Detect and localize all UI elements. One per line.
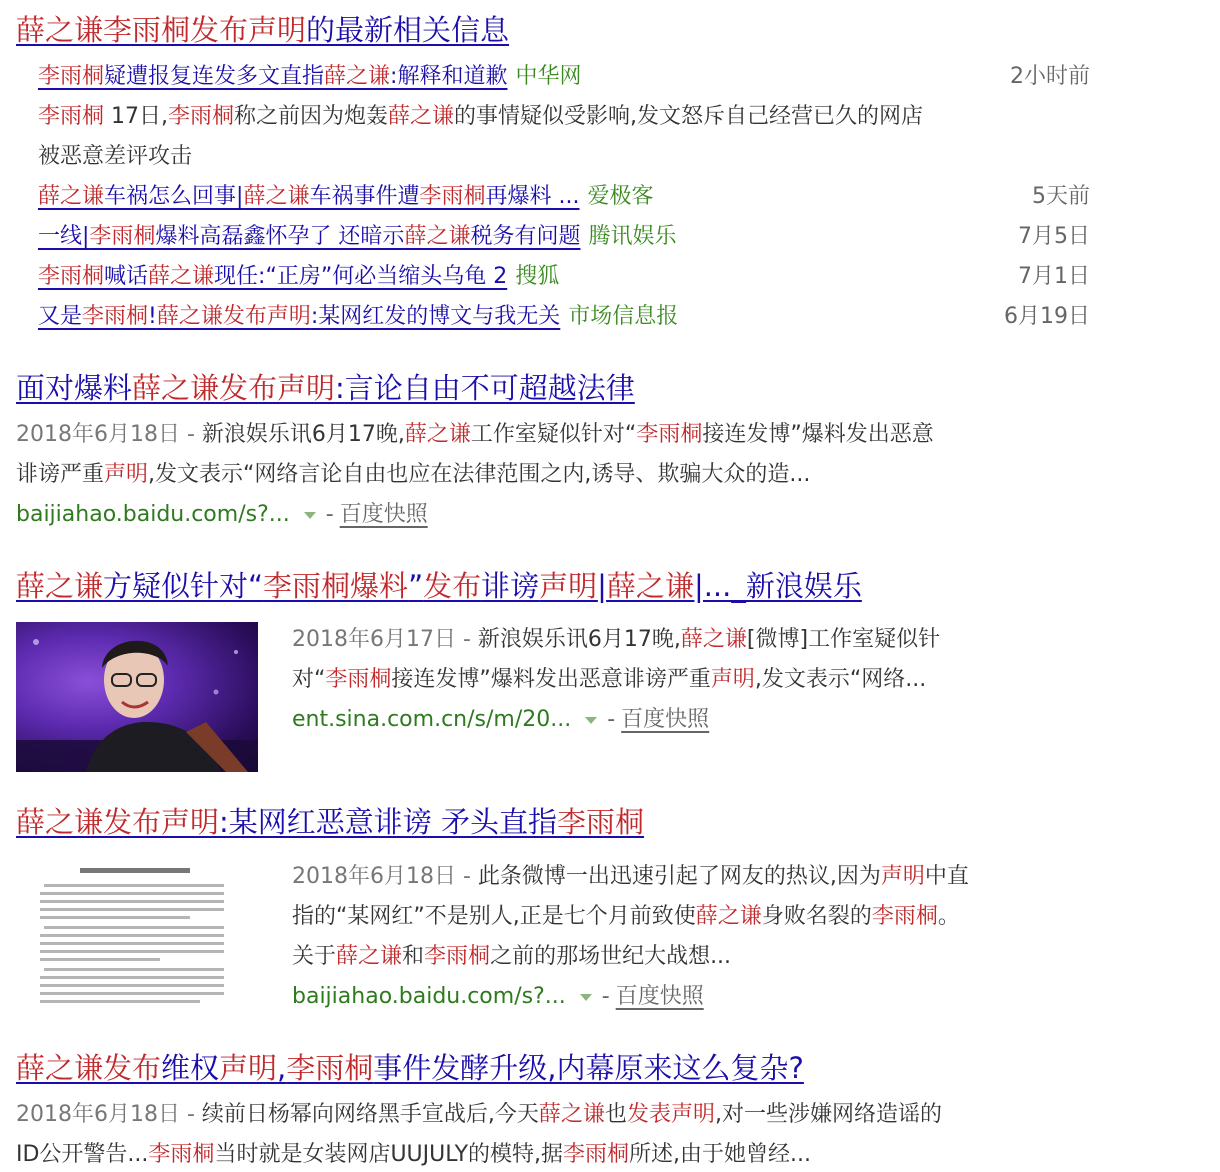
keyword-highlight: 薛之谦 <box>695 904 762 929</box>
text-segment: 也 <box>604 1102 627 1127</box>
news-item-time: 6月19日 <box>1004 304 1090 329</box>
result-title-link[interactable] <box>16 568 862 604</box>
keyword-highlight: 李雨桐 <box>38 104 105 129</box>
text-segment: 又是 <box>38 304 83 329</box>
text-segment: , <box>277 1051 287 1085</box>
text-segment: ,发文表示“网络... <box>754 667 927 692</box>
text-segment: 中直 <box>924 864 969 889</box>
keyword-highlight: 薛之谦 <box>404 422 471 447</box>
keyword-highlight: 李雨桐 <box>325 667 392 692</box>
result-date: 2018年6月18日 - <box>292 864 478 889</box>
keyword-highlight: 李雨桐 <box>563 1142 630 1167</box>
text-segment: 对“ <box>292 667 326 692</box>
result-url-row <box>292 700 709 740</box>
keyword-highlight: 薛之谦 <box>243 184 310 209</box>
keyword-highlight: 李雨桐爆料 <box>263 569 409 603</box>
separator: - <box>607 707 616 732</box>
keyword-highlight: 李雨桐 <box>419 184 486 209</box>
result-title-link[interactable] <box>16 1050 804 1086</box>
text-segment: 此条微博一出迅速引起了网友的热议,因为 <box>477 864 881 889</box>
text-segment: ,发文表示“网络言论自由也应在法律范围之内,诱导、欺骗大众的造... <box>148 462 811 487</box>
text-segment: 一线| <box>38 224 90 249</box>
text-segment: |..._新浪娱乐 <box>693 569 862 603</box>
news-item-title-link[interactable] <box>38 257 507 297</box>
text-segment: ,对一些涉嫌网络造谣的 <box>714 1102 942 1127</box>
text-segment: 面对爆料 <box>16 371 133 405</box>
keyword-highlight: 薛之谦 <box>16 569 104 603</box>
text-segment: 被恶意差评攻击 <box>38 144 193 169</box>
news-item-source: 搜狐 <box>515 264 560 289</box>
text-segment: ! <box>148 304 157 329</box>
keyword-highlight: 声明 <box>539 569 598 603</box>
text-segment: 所述,由于她曾经... <box>629 1142 812 1167</box>
result-date: 2018年6月18日 - <box>16 1102 202 1127</box>
separator: - <box>601 984 610 1009</box>
text-segment: 。 <box>937 904 960 929</box>
text-segment: 关于 <box>292 944 337 969</box>
news-item-snippet-line <box>38 137 192 177</box>
text-segment: 税务有问题 <box>470 224 581 249</box>
text-segment: 现任:“正房”何必当缩头乌龟 2 <box>214 264 508 289</box>
keyword-highlight: 李雨桐 <box>871 904 938 929</box>
keyword-highlight: 声明 <box>219 1051 278 1085</box>
result-url-row <box>292 977 704 1017</box>
keyword-highlight: 李雨桐 <box>424 944 491 969</box>
text-segment: :某网红恶意诽谤 矛头直指 <box>219 805 558 839</box>
news-item-source: 腾讯娱乐 <box>588 224 677 249</box>
text-segment: 续前日杨幂向网络黑手宣战后,今天 <box>201 1102 539 1127</box>
keyword-highlight: 薛之谦 <box>680 627 747 652</box>
text-segment: ” <box>408 569 424 603</box>
news-item-title-link[interactable] <box>38 57 507 97</box>
text-segment: 维权 <box>161 1051 220 1085</box>
text-segment: 的事情疑似受影响,发文怒斥自己经营已久的网店 <box>454 104 924 129</box>
keyword-highlight: 薛之谦 <box>606 569 694 603</box>
keyword-highlight: 薛之谦李雨桐发布声明 <box>16 13 307 47</box>
result-thumbnail-image[interactable] <box>16 622 258 772</box>
keyword-highlight: 薛之谦 <box>324 64 391 89</box>
news-item-title-link[interactable] <box>38 217 580 257</box>
text-segment: 工作室疑似针对“ <box>470 422 637 447</box>
result-snippet-line <box>292 937 731 977</box>
text-segment: 事件发酵升级,内幕原来这么复杂? <box>373 1051 804 1085</box>
keyword-highlight: 薛之谦发布声明 <box>16 805 220 839</box>
result-url-row <box>16 495 428 535</box>
keyword-highlight: 薛之谦发布声明 <box>156 304 311 329</box>
news-item <box>38 217 1090 257</box>
text-segment: | <box>597 569 607 603</box>
news-item-snippet-line <box>38 97 923 137</box>
text-segment: 指的“某网红”不是别人,正是七个月前致使 <box>292 904 696 929</box>
keyword-highlight: 发表声明 <box>626 1102 715 1127</box>
news-item-source: 市场信息报 <box>568 304 679 329</box>
news-item <box>38 297 1090 337</box>
news-item-title-link[interactable] <box>38 297 560 337</box>
text-segment: 17日, <box>104 104 168 129</box>
text-segment: 车祸怎么回事| <box>104 184 244 209</box>
keyword-highlight: 李雨桐 <box>286 1051 374 1085</box>
keyword-highlight: 薛之谦 <box>404 224 471 249</box>
result-url[interactable]: ent.sina.com.cn/s/m/20... <box>292 707 572 732</box>
result-snippet-line <box>16 1135 811 1172</box>
text-segment: 和 <box>402 944 425 969</box>
result-url[interactable]: baijiahao.baidu.com/s?... <box>292 984 566 1009</box>
cache-link[interactable]: 百度快照 <box>621 707 710 732</box>
keyword-highlight: 李雨桐 <box>82 304 149 329</box>
news-item <box>38 257 1090 297</box>
text-segment: 车祸事件遭 <box>309 184 420 209</box>
text-segment: 新浪娱乐讯6月17晚, <box>201 422 405 447</box>
text-segment: 身败名裂的 <box>761 904 872 929</box>
text-segment: :解释和道歉 <box>390 64 508 89</box>
cache-link[interactable]: 百度快照 <box>615 984 704 1009</box>
text-segment: 之前的那场世纪大战想... <box>490 944 732 969</box>
text-segment: 诽谤严重 <box>16 462 105 487</box>
result-snippet-line <box>16 455 810 495</box>
text-segment: 喊话 <box>104 264 149 289</box>
keyword-highlight: 薛之谦发布 <box>16 1051 162 1085</box>
result-url[interactable]: baijiahao.baidu.com/s?... <box>16 502 290 527</box>
text-segment: 方疑似针对“ <box>103 569 264 603</box>
keyword-highlight: 李雨桐 <box>38 64 105 89</box>
news-item-time: 7月5日 <box>1018 224 1090 249</box>
news-item <box>38 57 1090 97</box>
thumbnail-photo-graphic <box>16 622 258 772</box>
keyword-highlight: 声明 <box>104 462 149 487</box>
keyword-highlight: 声明 <box>880 864 925 889</box>
text-segment: 疑遭报复连发多文直指 <box>104 64 325 89</box>
keyword-highlight: 李雨桐 <box>38 264 105 289</box>
result-snippet-line <box>292 660 926 700</box>
text-segment: 接连发博”爆料发出恶意 <box>702 422 934 447</box>
result-date: 2018年6月18日 - <box>16 422 202 447</box>
text-segment: 诽谤 <box>481 569 540 603</box>
result-thumbnail-document[interactable] <box>30 860 240 1008</box>
separator: - <box>325 502 334 527</box>
news-item <box>38 177 1090 217</box>
keyword-highlight: 薛之谦 <box>538 1102 605 1127</box>
text-segment: 再爆料 ... <box>485 184 580 209</box>
cache-link[interactable]: 百度快照 <box>339 502 428 527</box>
keyword-highlight: 薛之谦 <box>148 264 215 289</box>
keyword-highlight: 薛之谦 <box>336 944 403 969</box>
chevron-down-icon[interactable] <box>585 717 597 724</box>
news-item-time: 2小时前 <box>1010 64 1090 89</box>
document-thumbnail-graphic <box>30 860 240 1008</box>
text-segment: :言论自由不可超越法律 <box>335 371 635 405</box>
news-item-title-link[interactable] <box>38 177 579 217</box>
news-item-time: 5天前 <box>1032 184 1090 209</box>
keyword-highlight: 李雨桐 <box>636 422 703 447</box>
text-segment: :某网红发的博文与我无关 <box>310 304 561 329</box>
news-item-time: 7月1日 <box>1018 264 1090 289</box>
result-snippet-line <box>292 897 960 937</box>
keyword-highlight: 李雨桐 <box>557 805 645 839</box>
keyword-highlight: 李雨桐 <box>168 104 235 129</box>
text-segment: 的最新相关信息 <box>306 13 510 47</box>
text-segment: ID公开警告... <box>16 1142 149 1167</box>
result-snippet-line <box>292 620 940 660</box>
text-segment: 爆料高磊鑫怀孕了 还暗示 <box>155 224 405 249</box>
keyword-highlight: 薛之谦 <box>38 184 105 209</box>
text-segment: 称之前因为炮轰 <box>234 104 389 129</box>
news-item-source: 中华网 <box>515 64 582 89</box>
result-title-link[interactable] <box>16 804 644 840</box>
news-block-title[interactable] <box>16 12 509 48</box>
keyword-highlight: 李雨桐 <box>148 1142 215 1167</box>
text-segment: 新浪娱乐讯6月17晚, <box>477 627 681 652</box>
result-snippet-line <box>292 857 969 897</box>
result-snippet-line <box>16 415 934 455</box>
result-date: 2018年6月17日 - <box>292 627 478 652</box>
text-segment: [微博]工作室疑似针 <box>746 627 941 652</box>
keyword-highlight: 薛之谦发布声明 <box>132 371 336 405</box>
result-title-link[interactable] <box>16 370 635 406</box>
news-item-source: 爱极客 <box>587 184 654 209</box>
keyword-highlight: 李雨桐 <box>89 224 156 249</box>
chevron-down-icon[interactable] <box>580 994 592 1001</box>
keyword-highlight: 发布 <box>423 569 482 603</box>
keyword-highlight: 声明 <box>710 667 755 692</box>
text-segment: 当时就是女装网店UUJULY的模特,据 <box>214 1142 564 1167</box>
chevron-down-icon[interactable] <box>304 512 316 519</box>
keyword-highlight: 薛之谦 <box>388 104 455 129</box>
result-snippet-line <box>16 1095 942 1135</box>
text-segment: 接连发博”爆料发出恶意诽谤严重 <box>391 667 711 692</box>
